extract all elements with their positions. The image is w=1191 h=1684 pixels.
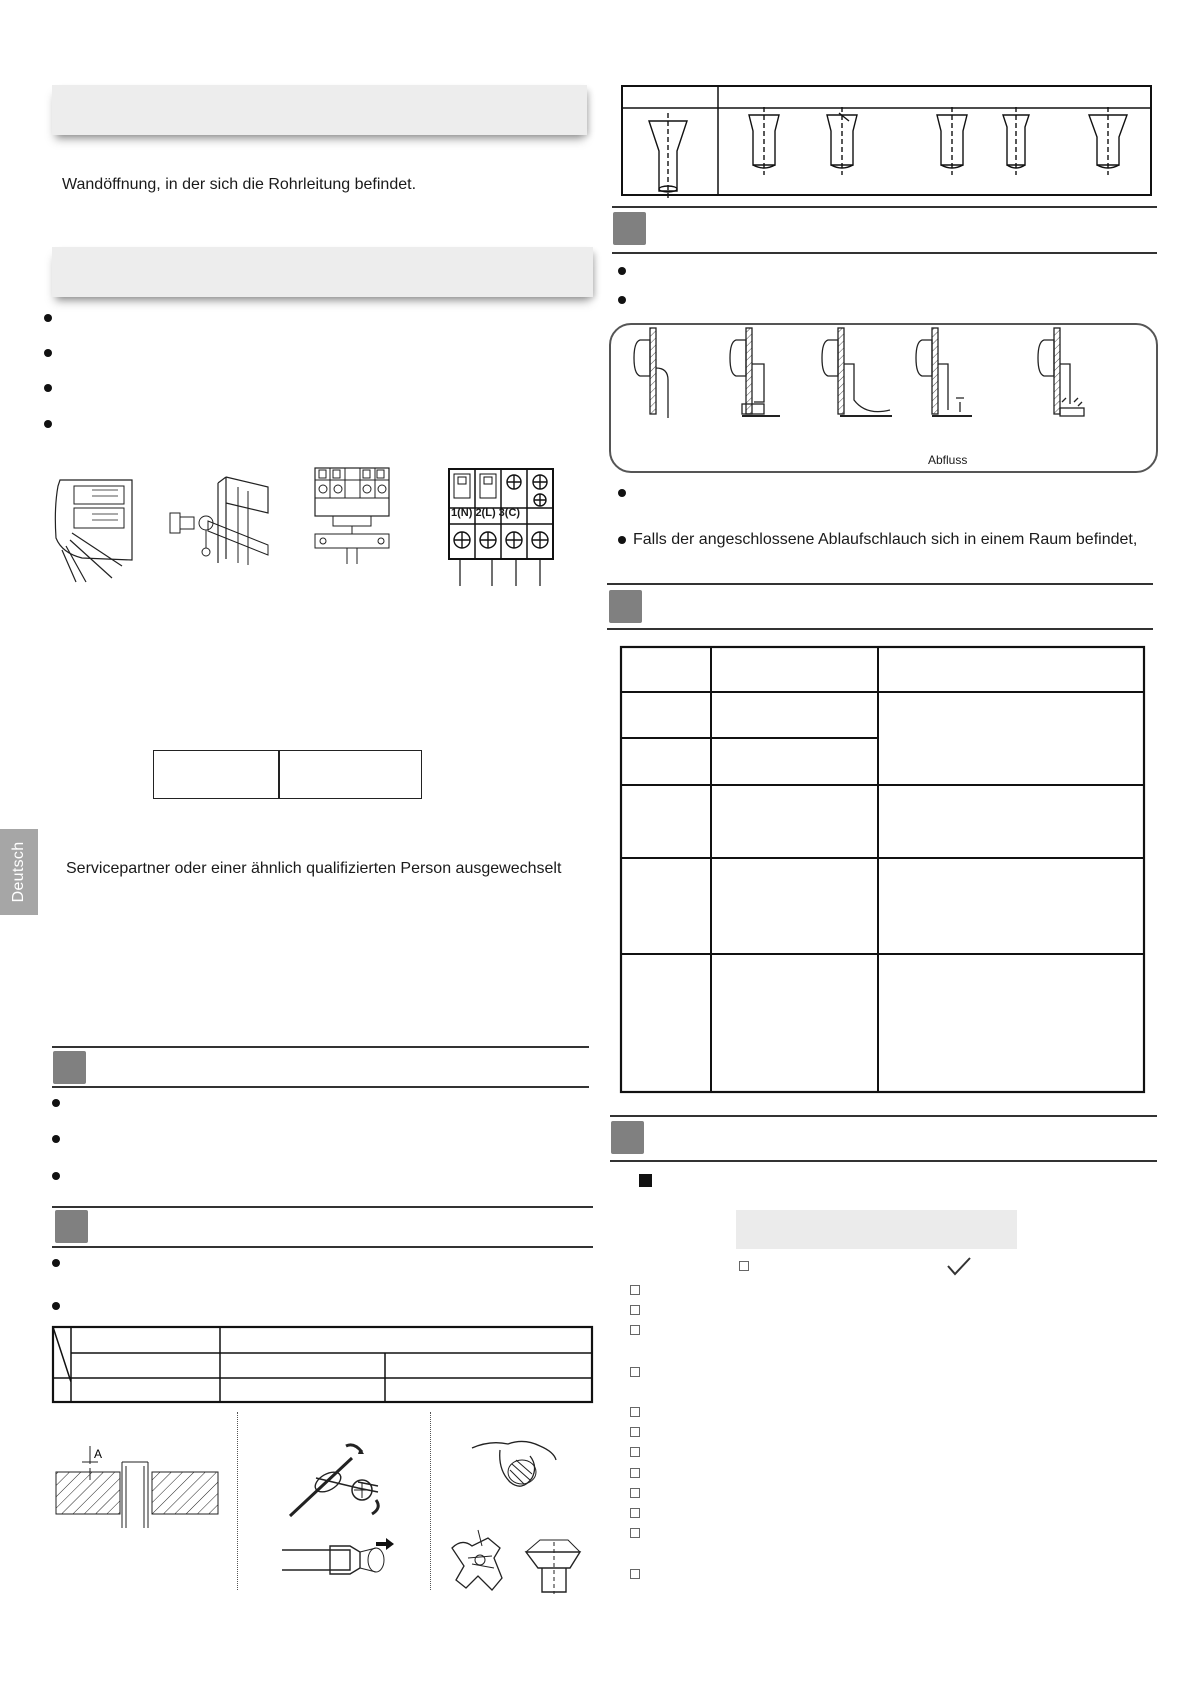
bullet-dot-icon	[52, 1259, 60, 1267]
terminal-block-labels: 1(N) 2(L) 3(C)	[451, 507, 521, 519]
flaring-tool-illustration	[448, 1528, 508, 1593]
section-rule-bottom	[52, 1246, 593, 1248]
bullet-dot-icon	[618, 489, 626, 497]
section-rule-top	[52, 1206, 593, 1208]
empty-checkbox-icon[interactable]	[630, 1325, 640, 1335]
bullet-dot-icon	[618, 267, 626, 275]
language-tab[interactable]	[0, 829, 38, 915]
indoor-unit-cable-illustration	[52, 478, 134, 583]
intro-text: Wandöffnung, in der sich die Rohrleitung befindet.	[62, 176, 417, 193]
section-rule-bottom	[612, 252, 1157, 254]
specification-table	[620, 646, 1145, 1094]
grey-square-icon	[613, 212, 646, 245]
empty-checkbox-icon[interactable]	[630, 1367, 640, 1377]
bullet-dot-icon	[44, 384, 52, 392]
svg-text:A: A	[94, 1447, 103, 1461]
bullet-dot-icon	[52, 1172, 60, 1180]
section-rule-bottom	[610, 1160, 1157, 1162]
bullet-dot-icon	[44, 349, 52, 357]
terminal-block-illustration	[448, 468, 558, 586]
flare-dimension-table	[52, 1326, 593, 1404]
section-banner-1	[52, 85, 587, 135]
section-banner-2	[52, 247, 593, 297]
grey-square-icon	[53, 1051, 86, 1084]
drain-hose-text: Falls der angeschlossene Ablaufschlauch sich in einem Raum befindet,	[633, 531, 1138, 548]
drain-label: Abfluss	[928, 453, 968, 467]
two-cell-table-divider	[278, 750, 280, 799]
pipe-cutter-illustration	[288, 1438, 392, 1518]
bullet-dot-icon	[52, 1135, 60, 1143]
two-cell-table	[153, 750, 422, 799]
dotted-separator	[237, 1412, 238, 1590]
grey-square-icon	[55, 1210, 88, 1243]
section-rule-bottom	[52, 1086, 589, 1088]
bullet-dot-icon	[618, 536, 626, 544]
empty-checkbox-icon[interactable]	[630, 1427, 640, 1437]
bullet-dot-icon	[618, 296, 626, 304]
section-rule-top	[52, 1046, 589, 1048]
empty-checkbox-icon[interactable]	[630, 1447, 640, 1457]
section-rule-top	[610, 1115, 1157, 1117]
empty-checkbox-icon[interactable]	[630, 1528, 640, 1538]
flared-pipe-end-illustration	[524, 1538, 584, 1596]
drain-hose-routing-illustration	[630, 328, 1110, 428]
empty-checkbox-icon[interactable]	[630, 1508, 640, 1518]
language-tab-label: Deutsch	[10, 841, 27, 903]
empty-checkbox-icon[interactable]	[630, 1407, 640, 1417]
pipe-protrusion-illustration	[52, 1444, 222, 1529]
dotted-separator	[430, 1412, 431, 1590]
flare-nut-insert-illustration	[280, 1538, 395, 1578]
section-rule-top	[612, 206, 1157, 208]
empty-checkbox-icon[interactable]	[630, 1569, 640, 1579]
bullet-dot-icon	[52, 1302, 60, 1310]
hand-reamer-illustration	[470, 1430, 560, 1500]
checklist-header-bar	[736, 1210, 1017, 1249]
empty-checkbox-icon[interactable]	[630, 1488, 640, 1498]
black-square-bullet-icon	[639, 1174, 652, 1187]
empty-checkbox-icon[interactable]	[630, 1468, 640, 1478]
empty-checkbox-icon[interactable]	[739, 1261, 749, 1271]
bullet-dot-icon	[44, 420, 52, 428]
checkmark-icon	[946, 1256, 972, 1276]
grey-square-icon	[611, 1121, 644, 1154]
screw-ring-terminal-illustration	[168, 473, 273, 568]
section-rule-bottom	[607, 628, 1153, 630]
empty-checkbox-icon[interactable]	[630, 1285, 640, 1295]
breaker-terminal-illustration	[313, 466, 393, 566]
service-text: Servicepartner oder einer ähnlich qualifizierten Person ausgewechselt	[66, 860, 562, 877]
bullet-dot-icon	[52, 1099, 60, 1107]
flare-shape-table	[621, 85, 1152, 197]
grey-square-icon	[609, 590, 642, 623]
section-rule-top	[607, 583, 1153, 585]
empty-checkbox-icon[interactable]	[630, 1305, 640, 1315]
bullet-dot-icon	[44, 314, 52, 322]
